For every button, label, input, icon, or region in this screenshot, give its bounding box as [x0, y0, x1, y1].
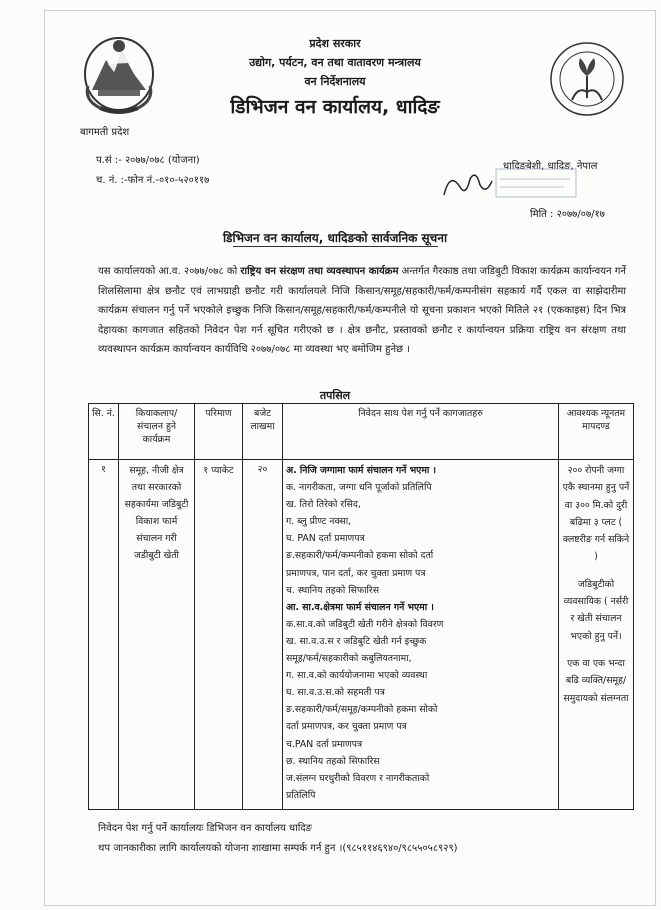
header-quantity: परिमाण: [195, 404, 243, 460]
office-location: धादिङबेशी, धादिङ, नेपाल: [503, 161, 598, 172]
document-item: ख. सा.व.उ.स र जडिबुटि खेती गर्न इच्छुक: [286, 635, 427, 647]
document-item: समूह/फर्म/सहकारीको कबुलियतनामा,: [286, 653, 412, 665]
cell-quantity: १ प्याकेट: [195, 460, 243, 810]
header-government: प्रदेश सरकार: [309, 37, 361, 50]
document-item: ज.संलग्न घरधुरीको विवरण र नागरीकताको: [286, 772, 430, 784]
document-item: प्रमाणपत्र, पान दर्ता, कर चुक्ता प्रमाण पत्र: [286, 567, 426, 579]
signature-stamp-icon: [440, 165, 580, 205]
document-item: ङ.सहकारी/फर्म/समूह/कम्पनीको हकमा सोको: [286, 704, 438, 716]
document-item: छ. स्थानिय तहको सिफारिस: [286, 755, 380, 767]
header-documents: निवेदन साथ पेश गर्नु पर्ने कागजातहरु: [283, 404, 559, 460]
standard-participation: एक वा एक भन्दा बढि व्यक्ति/समूह/ समुदायको संलग्नता: [563, 657, 629, 704]
document-item: आ. सा.व.क्षेत्रमा फार्म संचालन गर्ने भएमा ।: [286, 601, 434, 613]
document-item: क.सा.व.को जडिबुटी खेती गरीने क्षेत्रको विवरण: [286, 618, 444, 630]
document-item: घ. PAN दर्ता प्रमाणपत्र: [286, 533, 365, 545]
notice-date: मिति : २०७७/०७/१७: [530, 209, 605, 220]
header-sn: सि. नं.: [89, 404, 119, 460]
document-item: घ. सा.व.उ.स.को सहमती पत्र: [286, 687, 385, 699]
document-item: ग. सा.व.को कार्ययोजनामा भएको व्यवस्था: [286, 670, 428, 682]
cell-activity: समूह, नीजी क्षेत्र तथा सरकारको सहकार्यमा जडिबुटी विकाश फार्म संचालन गरी जडीबुटी खेती: [119, 460, 195, 810]
notice-paragraph: यस कार्यालयको आ.व. २०७७/०७८ को राष्ट्रिय वन संरक्षण तथा व्यवस्थापन कार्यक्रम अन्तर्गत गैरकाष्ठ तथा जडिबुटी विकाश कार्यक्रम कार्यान्वयन गर्ने शिलसिलामा क्षेत्र छनौट एवं लाभग्राही छनौट गरी कार्यालयले निजि किसान/समूह/सहकारी/फर्म/कम्पनीसंग सहकार्य गर्दै एकल वा साझेदारीमा कार्यक्रम संचालन गर्नु पर्ने भएकोले इच्छुक निजि किसान/समूह/सहकारी/फर्म/कम्पनीले यो सूचना प्रकाशन भएको मितिले २१ (एककाइस) दिन भित्र देहायका कागजात सहितको निवेदन पेश गर्न सूचित गरीएको छ । क्षेत्र छनौट, प्रस्तावको छनौट र कार्यान्वयन प्रक्रिया राष्ट्रिय वन संरक्षण तथा व्यवस्थापन कार्यक्रम कार्यान्वयन कार्यविधि २०७७/०७८ मा व्यवस्था भए बमोजिम हुनेछ ।: [98, 266, 626, 356]
table-row: [89, 460, 634, 810]
requirements-table: [88, 403, 634, 810]
province-label: बागमती प्रदेश: [80, 127, 130, 138]
standard-business: जडिबुटीको व्यवसायिक ( नर्सरी र खेती संचालन भएको हुनु पर्ने।: [563, 578, 629, 642]
cell-standard: [559, 460, 634, 810]
document-item: ग. ब्लु प्रीण्ट नक्सा,: [286, 516, 352, 528]
table-caption: तपसिल: [319, 389, 351, 402]
document-item: अ. निजि जग्गामा फार्म संचालन गर्ने भएमा ।: [286, 465, 437, 476]
contact-info: थप जानकारीका लागि कार्यालयको योजना शाखामा सम्पर्क गर्न हुन ।(९८५११४६९४०/९८५५०५८९२९): [98, 843, 458, 854]
program-name: राष्ट्रिय वन संरक्षण तथा व्यवस्थापन कार्यक्रम: [240, 266, 399, 277]
nepal-emblem-icon: [78, 30, 160, 116]
document-item: ख. तिरो तिरेको रसिद,: [286, 499, 361, 511]
forest-logo-icon: [548, 40, 626, 118]
cell-sn: १: [89, 460, 119, 810]
table-header-row: [89, 404, 634, 460]
reference-number: प.सं :- २०७७/०७८ (योजना): [96, 155, 200, 166]
office-name: डिभिजन वन कार्यालय, धादिङ: [230, 96, 440, 118]
document-item: च.PAN दर्ता प्रमाणपत्र: [286, 738, 363, 750]
header-activity: कियाकलाप/ संचालन हुने कार्यक्रम: [119, 404, 195, 460]
document-item: च. स्थानिय तहको सिफारिस: [286, 584, 380, 596]
header-standard: आवश्यक न्यूनतम मापदण्ड: [559, 404, 634, 460]
submission-office: निवेदन पेश गर्नु पर्ने कार्यालयः डिभिजन वन कार्यालय धादिङ: [98, 823, 313, 834]
document-item: दर्ता प्रमाणपत्र, कर चुक्ता प्रमाण पत्र: [286, 721, 407, 733]
title-underline: [233, 246, 438, 247]
header-budget: बजेट लाखमा: [243, 404, 283, 460]
header-directorate: वन निर्देशनालय: [304, 75, 366, 88]
header-ministry: उद्योग, पर्यटन, वन तथा वातावरण मन्त्रालय: [249, 56, 421, 69]
document-item: ङ.सहकारी/फर्म/कम्पनीको हकमा सोको दर्ता: [286, 550, 434, 562]
dispatch-number: च. नं. :-फोन नं.-०१०-५२०११७: [96, 175, 210, 186]
standard-land: २०० रोपनी जग्गा एकै स्थानमा हुनु पर्ने वा ३०० मि.को दुरी बढिमा ३ प्लट ( क्लष्टरीङ गर्न सकिने ): [562, 465, 630, 563]
cell-budget: २०: [243, 460, 283, 810]
document-item: क. नागरीकता, जग्गा धनि पूर्जाको प्रतिलिपि: [286, 482, 432, 494]
notice-title: डिभिजन वन कार्यालय, धादिङको सार्वजनिक सूचना: [222, 231, 448, 245]
document-item: प्रतिलिपि: [286, 789, 316, 801]
cell-documents: [283, 460, 559, 810]
